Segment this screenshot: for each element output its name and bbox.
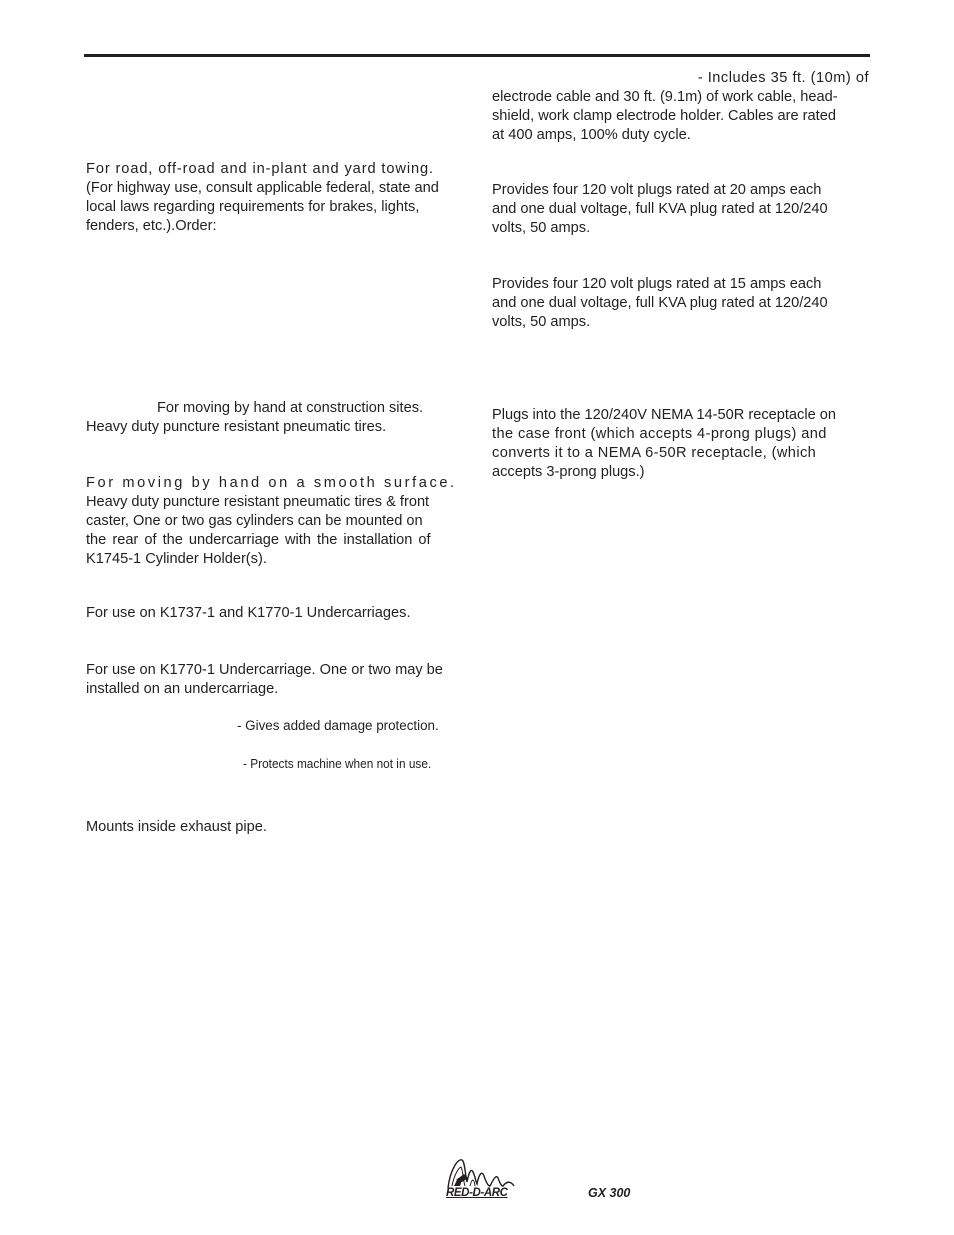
towing-paragraph: For road, off-road and in-plant and yard towing. (For highway use, consult applicable federal, state and local laws regarding requirements for brakes, lights, fenders, etc.).Order: — [86, 161, 439, 234]
adapter-paragraph: Plugs into the 120/240V NEMA 14-50R receptacle on the case front (which accepts 4-prong plugs) and converts it to a NEMA 6-50R receptacle, (which accepts 3-prong plugs.) — [492, 407, 836, 480]
protects-machine-text: - Protects machine when not in use. — [243, 757, 432, 771]
construction-undercarriage-paragraph: For moving by hand at construction sites. Heavy duty puncture resistant pneumatic tires. — [86, 400, 424, 435]
use-on-both-paragraph: For use on K1737-1 and K1770-1 Undercarriages. — [86, 605, 411, 621]
smooth-undercarriage-paragraph: For moving by hand on a smooth surface. Heavy duty puncture resistant pneumatic tires & front caster, One or two gas cylinders can be mounted on the rear of the undercarriage with the installation of K1745-1 Cylinder Holder(s). — [86, 475, 457, 567]
header-rule — [84, 54, 870, 57]
plugs-15-amp-paragraph: Provides four 120 volt plugs rated at 15 amps each and one dual voltage, full KVA plug rated at 120/240 volts, 50 amps. — [492, 276, 828, 330]
plugs-20-amp-paragraph: Provides four 120 volt plugs rated at 20 amps each and one dual voltage, full KVA plug rated at 120/240 volts, 50 amps. — [492, 182, 828, 236]
damage-protection-text: - Gives added damage protection. — [237, 718, 439, 733]
exhaust-paragraph: Mounts inside exhaust pipe. — [86, 819, 267, 835]
brand-logo-text: RED-D-ARC — [446, 1187, 508, 1199]
cables-paragraph: - Includes 35 ft. (10m) of electrode cable and 30 ft. (9.1m) of work cable, head- shield, work clamp electrode holder. Cables are rated at 400 amps, 100% duty cycle. — [492, 70, 869, 143]
model-name: GX 300 — [588, 1186, 631, 1200]
cylinder-holder-paragraph: For use on K1770-1 Undercarriage. One or two may be installed on an undercarriage. — [86, 662, 443, 697]
